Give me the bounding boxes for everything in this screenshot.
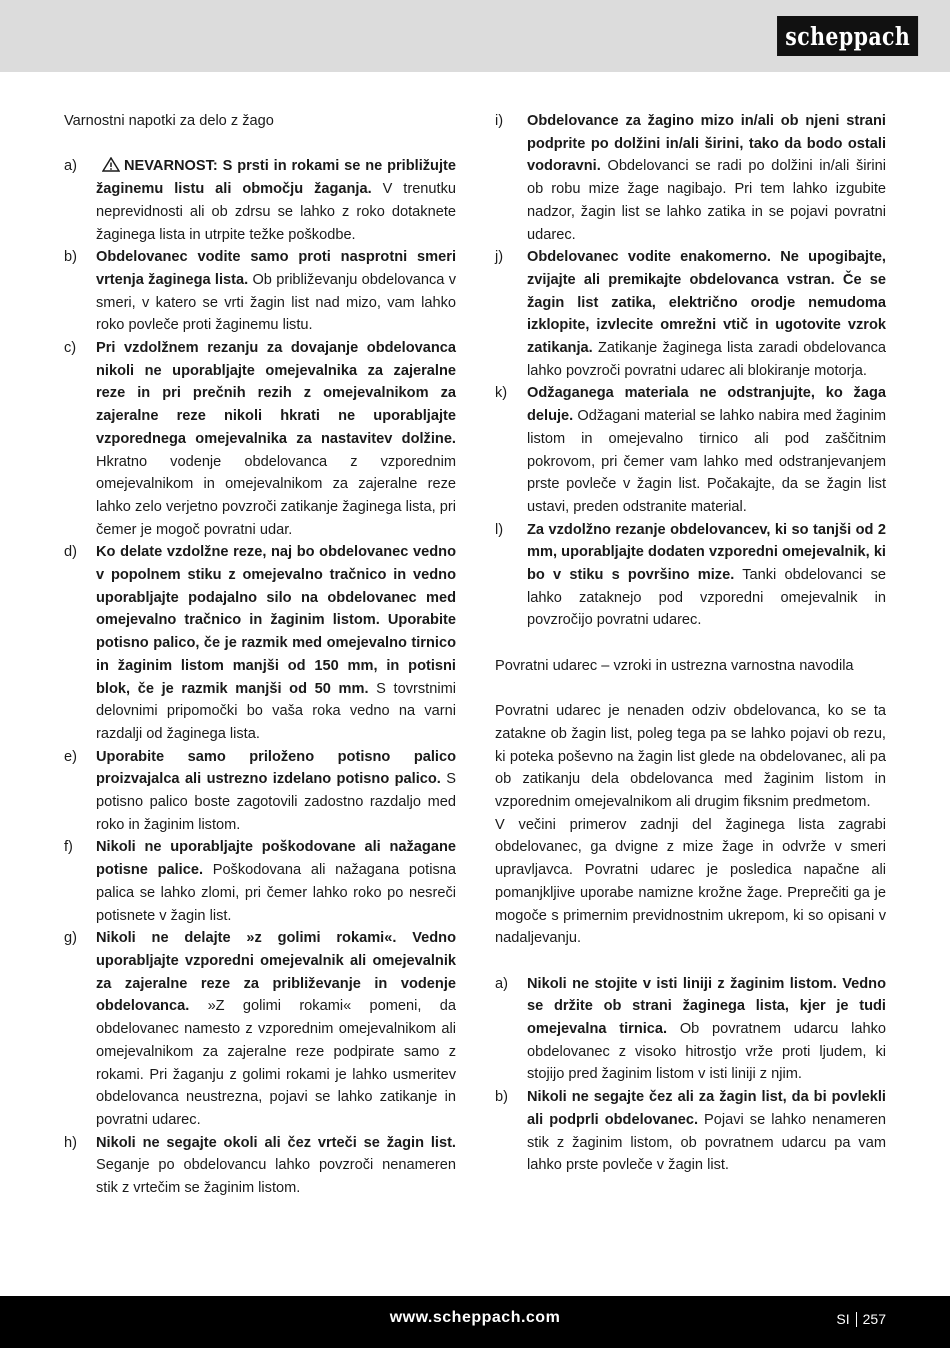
item-marker: l) [495,521,504,538]
item-marker: d) [64,544,77,561]
item-text: Tanki obdelovanci se lahko zataknejo pod vzporedni omejevalnik in povzročijo povratni udarec. [527,567,886,629]
item-bold-text: Nikoli ne segajte okoli ali čez vrteči se žagin list. [96,1134,456,1151]
item-text: Ob povratnem udarcu lahko obdelovanec z visoko hitrostjo vrže proti ljudem, ki stojijo pred žaginim listom v isti liniji z njim. [527,1021,886,1083]
list-item [64,155,456,246]
item-text: Zatikanje žaginega lista zaradi obdelovanca lahko povzroči povratni udarec ali blokiranje motorja. [527,340,886,379]
item-bold-text: NEVARNOST: S prsti in rokami se ne približujte žaginemu listu ali območju žaganja. [96,158,456,198]
section-heading-safety: Varnostni napotki za delo z žago [64,113,274,129]
item-text: V trenutku neprevidnosti ali ob zdrsu se lahko z roko dotaknete žaginega lista in utrpite težke poškodbe. [96,181,457,243]
separator [856,1312,857,1327]
left-column [64,110,456,1200]
item-text: S potisno palico boste zagotovili zadostno razdaljo med roko in žaginim listom. [96,771,456,833]
item-bold-text: Pri vzdolžnem rezanju za dovajanje obdelovanca nikoli ne uporabljajte omejevalnika za zajeralne reze in pri prečnih rezih z omejevalnikom za zajeralne reze nikoli hkrati ne uporabljajte vzporednega omejevalnika za nastavitev dolžine. [96,340,456,447]
item-text: S tovrstnimi delovnimi pripomočki bo vaša roka vedno na varni razdalji od žaginega lista. [96,680,456,742]
item-marker: a) [495,975,508,992]
language-code: SI [836,1311,850,1327]
item-bold-text: Obdelovance za žagino mizo in/ali ob njeni strani podprite po dolžini in/ali širini, tako da bodo ostali vodoravni. [527,113,886,175]
item-bold-text: Obdelovanec vodite samo proti nasprotni smeri vrtenja žaginega lista. [96,249,456,288]
right-column [495,110,886,1177]
list-item [64,836,456,927]
list-item [495,246,886,382]
footer-bar [0,1296,950,1348]
paragraph: V večini primerov zadnji del žaginega lista zagrabi obdelovanec, ga dvigne z mize žage in odvrže v smeri upravljavca. Povratni udarec je posledica napačne ali pomanjkljive uporabe namizne krožne žage. Preprečiti ga je mogoče s primernim previdnostnim ukrepom, ki so opisani v nadaljevanju. [495,816,886,947]
warning-triangle-icon [102,157,120,172]
item-text: Seganje po obdelovancu lahko povzroči nenameren stik z vrtečim se žaginim listom. [96,1157,456,1197]
item-marker: c) [64,340,77,357]
item-bold-text: Nikoli ne uporabljajte poškodovane ali nažagane potisne palice. [96,839,456,879]
scheppach-logo: scheppach [777,16,918,56]
page-number: 257 [862,1311,886,1327]
item-bold-text: Uporabite samo priloženo potisno palico proizvajalca ali ustrezno izdelano potisno palico. [96,748,456,788]
list-item [495,110,886,246]
item-marker: h) [64,1134,77,1151]
website-link[interactable]: www.scheppach.com [389,1309,561,1326]
item-bold-text: Ko delate vzdolžne reze, naj bo obdelovanec vedno v popolnem stiku z omejevalno tračnico in vedno uporabljajte podajalno silo na obdelovanec med omejevalno tračnico in žaginim listom. Uporabite potisno palico, če je razmik med omejevalno tirnico in žaginim listom manjši od 150 mm, in potisni blok, če je razmik manjši od 50 mm. [96,544,456,697]
list-item [64,337,456,541]
item-bold-text: Nikoli ne stojite v isti liniji z žaginim listom. Vedno se držite ob strani žaginega lista, kjer je tudi omejevalna tirnica. [527,975,886,1038]
item-text: Ob približevanju obdelovanca v smeri, v katero se vrti žagin list nad mizo, vam lahko roko povleče proti žaginemu listu. [96,271,456,334]
item-text: Hkratno vodenje obdelovanca z vzporednim omejevalnikom in omejevalnikom za zajeralne reze lahko zelo verjetno povzroči zatikanje žaginega lista, pri čemer je mogoč povratni udar. [96,453,456,538]
item-bold-text: Nikoli ne delajte »z golimi rokami«. Vedno uporabljajte vzporedni omejevalnik ali omejevalnik za zajeralne reze za približevanje in vodenje obdelovanca. [96,930,456,1015]
list-item [64,927,456,1131]
list-item [64,246,456,337]
list-item [64,746,456,837]
item-bold-text: Za vzdolžno rezanje obdelovancev, ki so tanjši od 2 mm, uporabljajte dodaten vzporedni omejevalnik, ki bo v stiku s površino mize. [527,521,886,584]
item-marker: g) [64,930,77,947]
list-item [64,1132,456,1200]
list-item [495,973,886,1087]
item-bold-text: Nikoli ne segajte čez ali za žagin list, da bi povlekli ali podprli obdelovanec. [527,1089,886,1128]
item-marker: a) [64,158,77,175]
item-text: Obdelovanci se radi po dolžini in/ali širini ob robu mize žage nagibajo. Pri tem lahko izgubite nadzor, žagin list se lahko zatika in se pojavi povratni udarec. [527,158,886,243]
item-bold-text: Odžaganega materiala ne odstranjujte, ko žaga deluje. [527,385,886,425]
paragraph: Povratni udarec je nenaden odziv obdelovanca, ko se ta zatakne ob žagin list, poleg tega pa se lahko pojavi ob rezu, ki poteka poševno na žagin list glede na obdelovanec, ali pa ob zatikanju dela obdelovanca med žaginim listom in vzporednim omejevalnikom ali drugim fiksnim predmetom. [495,703,886,811]
item-marker: i) [495,113,504,129]
header-bar [0,0,950,72]
item-bold-text: Obdelovanec vodite enakomerno. Ne upogibajte, zvijajte ali premikajte obdelovanca vstran. Če se žagin list zatika, električno orodje nemudoma izklopite, izvlecite omrežni vtič in ugotovite vzrok zatikanja. [527,249,886,357]
item-text: Pojavi se lahko nenameren stik z žaginim listom, ob povratnem udarcu pa vam lahko prste povleče v žagin list. [527,1111,886,1174]
list-item [495,519,886,633]
item-text: Poškodovana ali nažagana potisna palica se lahko zlomi, pri čemer lahko roko po nesreči potisnete v žagin list. [96,862,456,924]
item-text: »Z golimi rokami« pomeni, da obdelovanec namesto z vzporednim omejevalnikom ali omejevalnikom za zajeralne reze podpirate samo z rokami. Pri žaganju z golimi rokami je lahko usmeritev obdelovanca neustrezna, pojavi se lahko zatikanje in povratni udarec. [96,998,456,1128]
item-marker: f) [64,839,73,856]
item-marker: j) [495,249,504,266]
list-item [495,382,886,518]
section-heading-kickback: Povratni udarec – vzroki in ustrezna varnostna navodila [495,657,854,674]
item-marker: e) [64,748,77,765]
item-marker: k) [495,385,508,402]
item-marker: b) [495,1089,508,1106]
list-item [495,1086,886,1177]
list-item [64,541,456,745]
item-text: Odžagani material se lahko nabira med žaginim listom in omejevalno tirnico ali pod zaščitnim pokrovom, pri čemer vam lahko med odstranjevanjem prste povleče v žagin list. Počakajte, da se žagin list ustavi, preden odstranite material. [527,408,886,515]
page-info [836,1311,886,1327]
item-marker: b) [64,249,77,266]
